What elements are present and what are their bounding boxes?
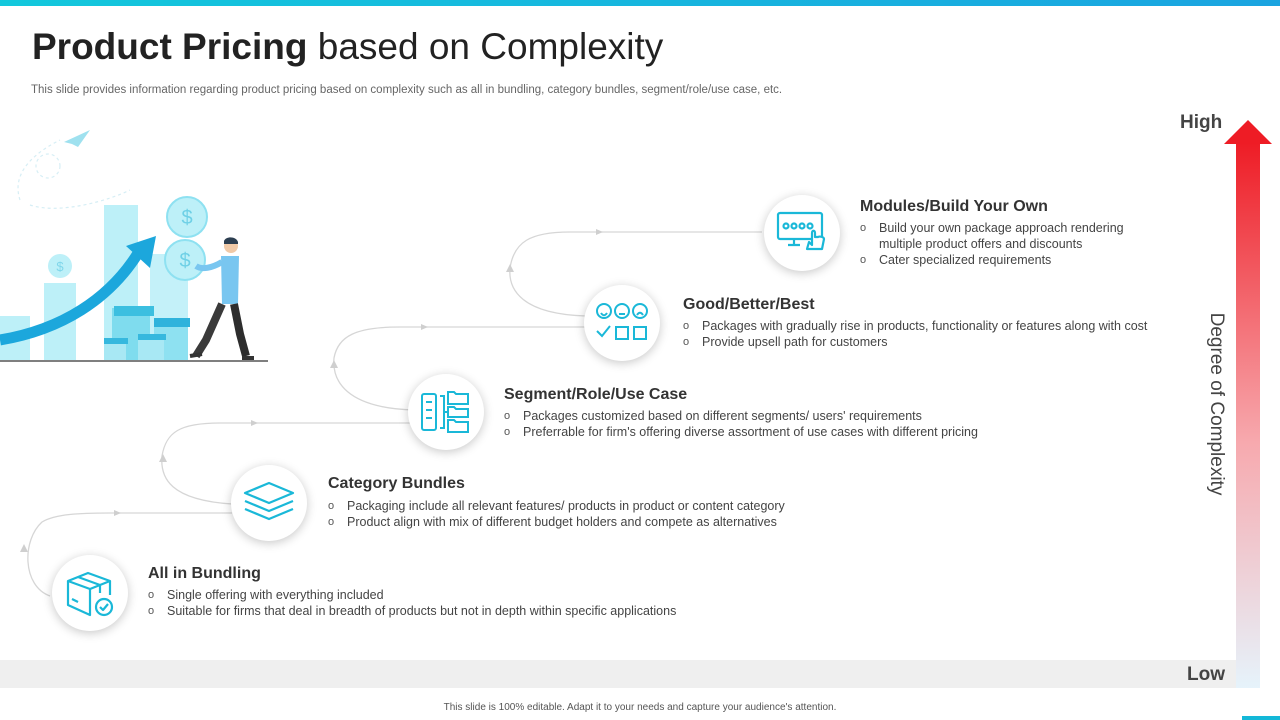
segments-folder-icon bbox=[418, 384, 474, 440]
step-bullets-category-bundles bbox=[328, 498, 785, 530]
step-title-modules-build-your-own: Modules/Build Your Own bbox=[860, 198, 1048, 215]
list-item: o Cater specialized requirements bbox=[860, 252, 1124, 268]
degree-of-complexity-label: Degree of Complexity bbox=[1206, 312, 1227, 496]
list-item: o Single offering with everything included bbox=[148, 587, 676, 603]
step-title-category-bundles: Category Bundles bbox=[328, 475, 465, 492]
list-item: o Packaging include all relevant features/ products in product or content category bbox=[328, 498, 785, 514]
step-bullets-all-in-bundling bbox=[148, 587, 676, 619]
scale-low-label: Low bbox=[1187, 664, 1225, 685]
svg-text:$: $ bbox=[179, 250, 191, 272]
list-item-continuation: multiple product offers and discounts bbox=[879, 237, 1083, 251]
box-icon-circle bbox=[52, 555, 128, 631]
step-bullets-segment-role-use-case bbox=[504, 408, 978, 440]
scale-high-label: High bbox=[1180, 112, 1223, 133]
page-title: Product Pricing based on Complexity bbox=[32, 26, 664, 67]
list-item: o Product align with mix of different budget holders and compete as alternatives bbox=[328, 514, 785, 530]
package-box-icon bbox=[62, 565, 118, 621]
layers-icon-circle bbox=[231, 465, 307, 541]
step-bullets-good-better-best bbox=[683, 318, 1147, 350]
complexity-arrow bbox=[1224, 120, 1272, 688]
svg-text:$: $ bbox=[181, 207, 193, 229]
click-screen-icon bbox=[774, 205, 830, 261]
list-item bbox=[860, 236, 1124, 252]
step-bullets-modules-build-your-own bbox=[860, 220, 1124, 268]
footer-note: This slide is 100% editable. Adapt it to your needs and capture your audience's attention. bbox=[443, 702, 837, 713]
svg-text:$: $ bbox=[56, 259, 64, 274]
list-item: o Packages customized based on different segments/ users' requirements bbox=[504, 408, 978, 424]
feedback-faces-icon bbox=[594, 295, 650, 351]
rating-icon-circle bbox=[584, 285, 660, 361]
list-item: o Build your own package approach rendering bbox=[860, 220, 1124, 236]
list-item: o Packages with gradually rise in products, functionality or features along with cost bbox=[683, 318, 1147, 334]
modules-icon-circle bbox=[764, 195, 840, 271]
list-item: o Preferrable for firm's offering diverse assortment of use cases with different pricing bbox=[504, 424, 978, 440]
layers-icon bbox=[241, 475, 297, 531]
page-subtitle: This slide provides information regarding product pricing based on complexity such as all in bundling, category bundles, segment/role/use case, etc. bbox=[31, 84, 783, 96]
growth-illustration bbox=[0, 130, 268, 361]
list-item: o Suitable for firms that deal in breadth of products but not in depth within specific applications bbox=[148, 603, 676, 619]
step-title-good-better-best: Good/Better/Best bbox=[683, 296, 815, 313]
step-title-segment-role-use-case: Segment/Role/Use Case bbox=[504, 386, 688, 403]
segments-icon-circle bbox=[408, 374, 484, 450]
list-item: o Provide upsell path for customers bbox=[683, 334, 1147, 350]
step-title-all-in-bundling: All in Bundling bbox=[148, 565, 261, 582]
footer-accent-bar bbox=[1242, 716, 1280, 720]
